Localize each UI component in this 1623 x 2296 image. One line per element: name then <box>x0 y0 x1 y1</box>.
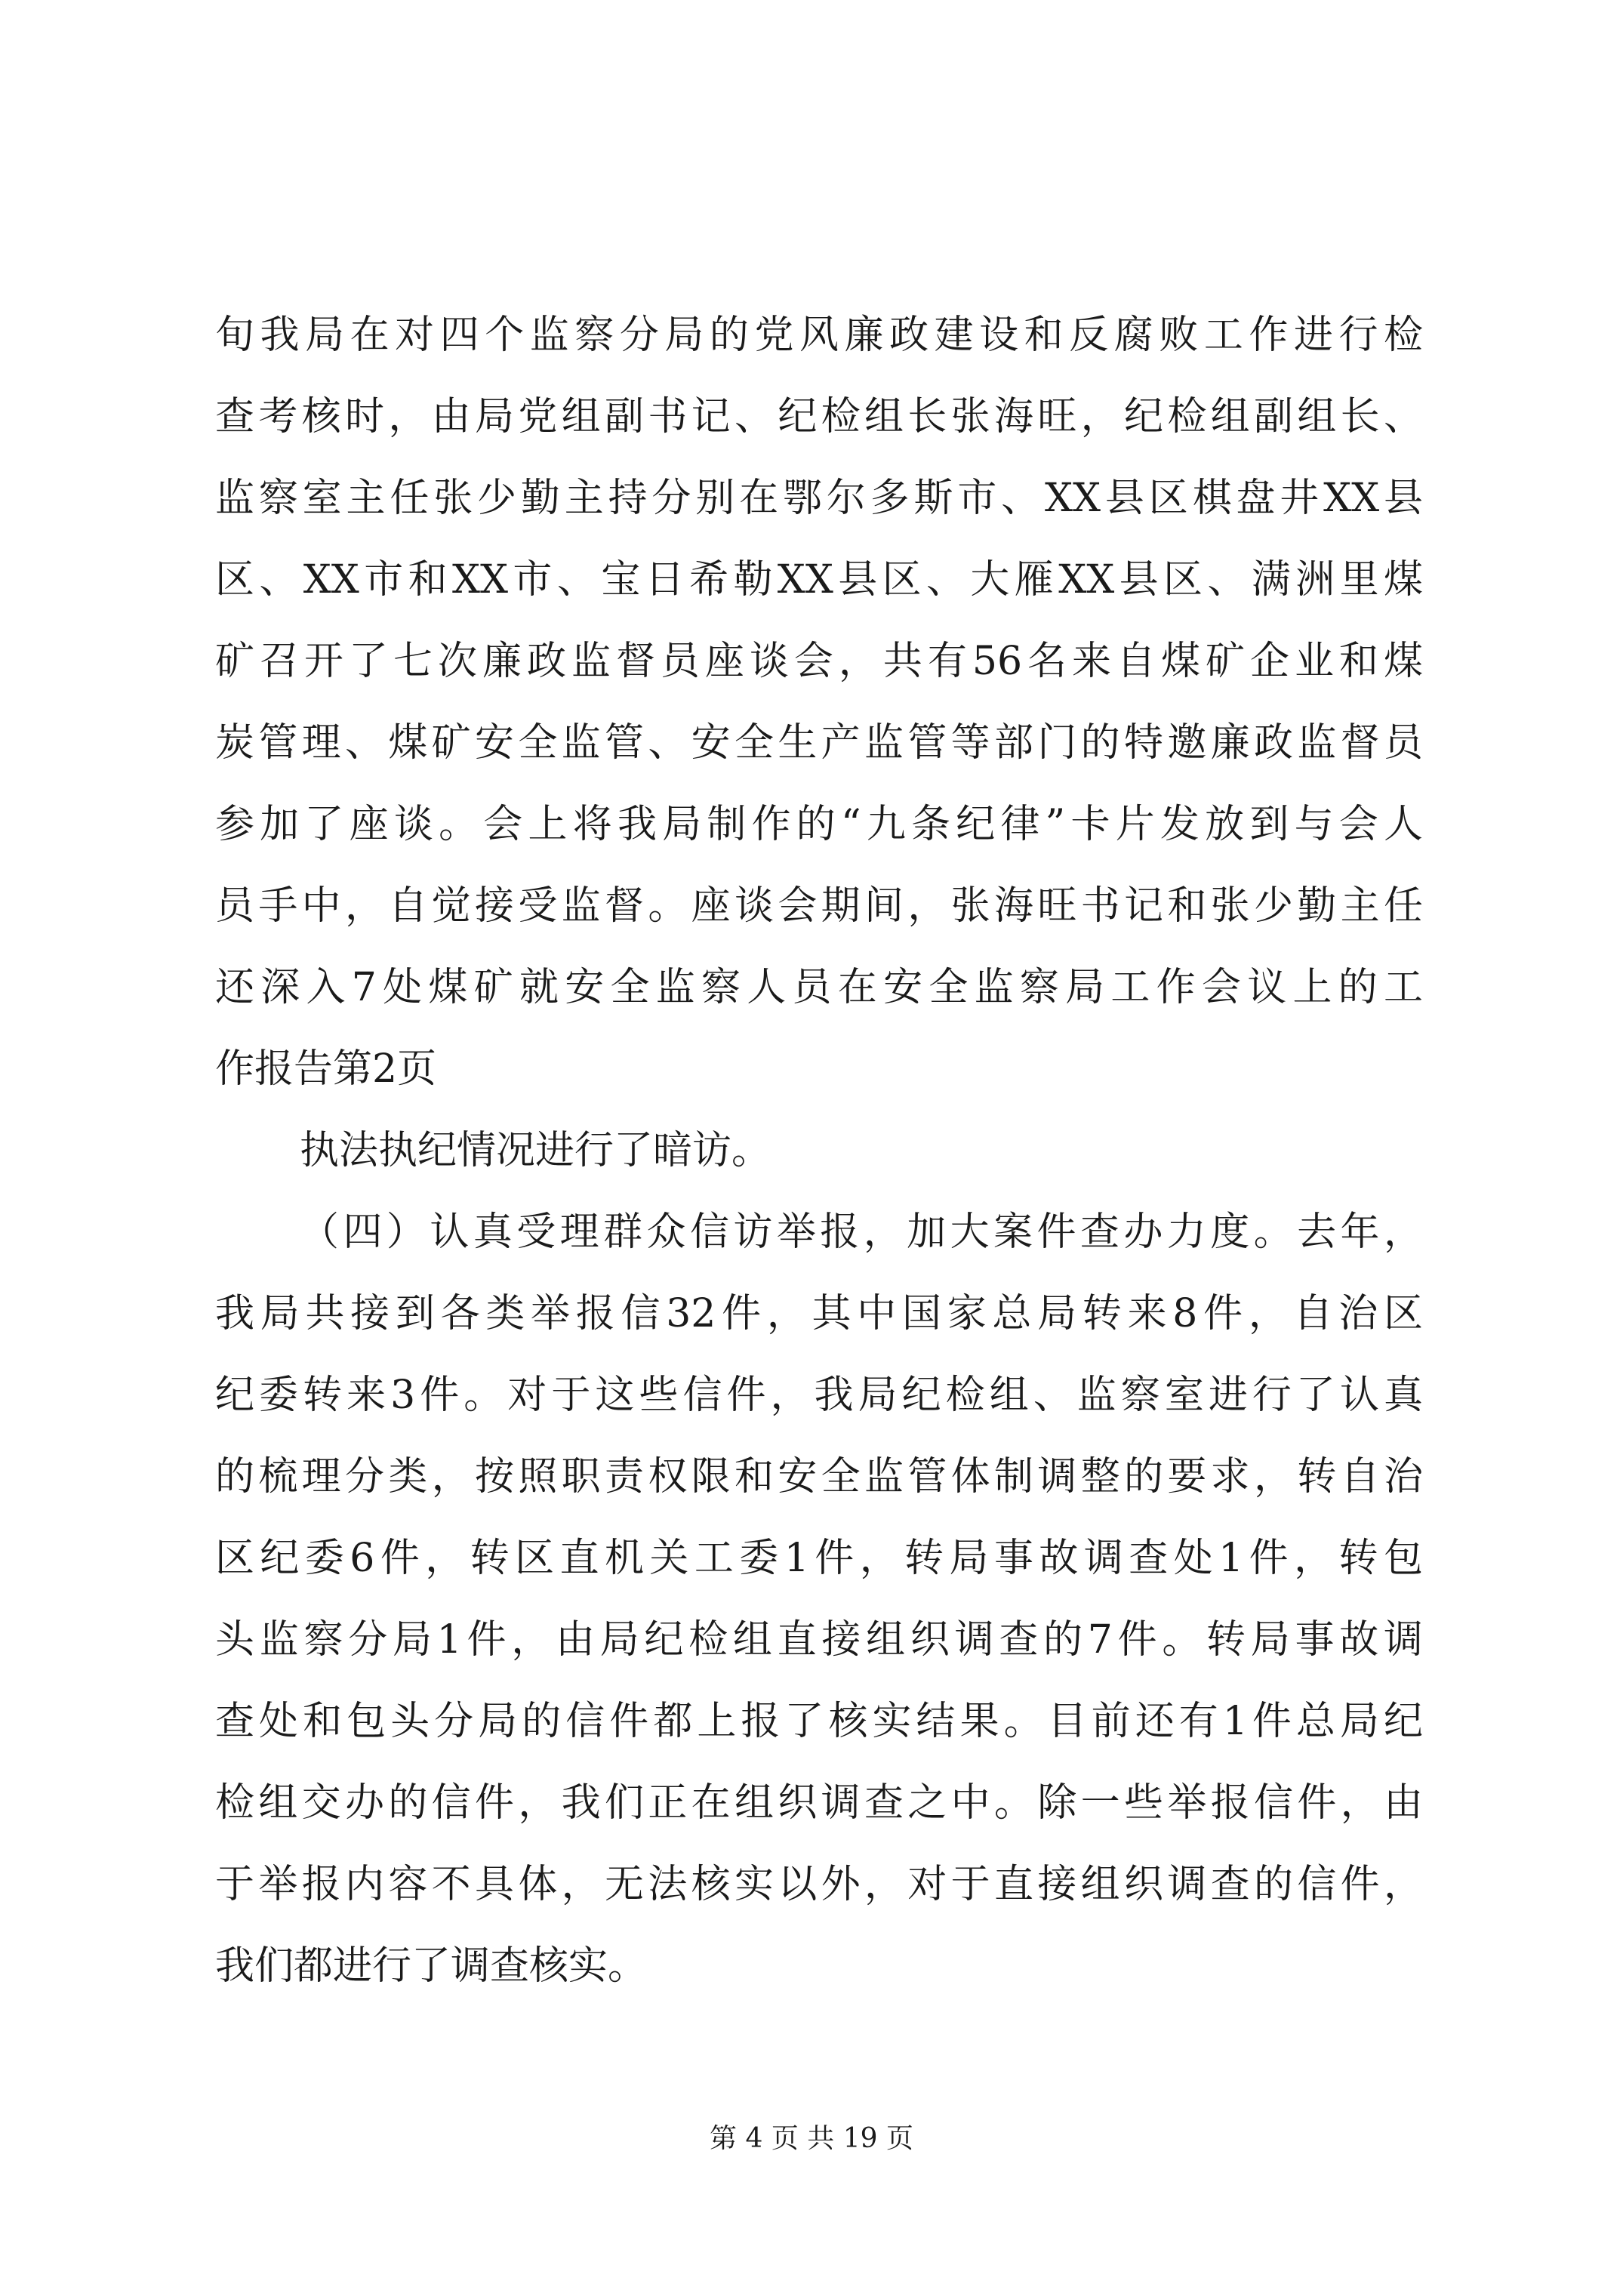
text-line: 矿召开了七次廉政监督员座谈会，共有56名来自煤矿企业和煤 <box>215 639 1423 684</box>
text-line: 区纪委6件，转区直机关工委1件，转局事故调查处1件，转包 <box>215 1536 1423 1581</box>
text-line: 区、XX市和XX市、宝日希勒XX县区、大雁XX县区、满洲里煤 <box>215 557 1423 603</box>
text-line: 员手中，自觉接受监督。座谈会期间，张海旺书记和张少勤主任 <box>215 883 1423 929</box>
text-line: 旬我局在对四个监察分局的党风廉政建设和反腐败工作进行检 <box>215 313 1423 358</box>
text-line: 参加了座谈。会上将我局制作的“九条纪律”卡片发放到与会人 <box>215 802 1423 847</box>
text-line: 作报告第2页 <box>215 1046 437 1092</box>
page-number-footer: 第 4 页 共 19 页 <box>710 2123 913 2154</box>
body-text <box>215 294 1423 2007</box>
text-line: 头监察分局1件，由局纪检组直接组织调查的7件。转局事故调 <box>215 1617 1423 1663</box>
text-line: 监察室主任张少勤主持分别在鄂尔多斯市、XX县区棋盘井XX县 <box>215 476 1423 521</box>
text-line: 于举报内容不具体，无法核实以外，对于直接组织调查的信件， <box>215 1862 1423 1907</box>
text-line: 执法执纪情况进行了暗访。 <box>300 1128 771 1173</box>
text-line: 还深入7处煤矿就安全监察人员在安全监察局工作会议上的工 <box>215 965 1423 1010</box>
text-line: 炭管理、煤矿安全监管、安全生产监管等部门的特邀廉政监督员 <box>215 720 1423 766</box>
text-line: 查考核时，由局党组副书记、纪检组长张海旺，纪检组副组长、 <box>215 394 1423 439</box>
text-line: 我们都进行了调查核实。 <box>215 1943 648 1989</box>
text-line: 的梳理分类，按照职责权限和安全监管体制调整的要求，转自治 <box>215 1454 1423 1499</box>
text-line: 我局共接到各类举报信32件，其中国家总局转来8件，自治区 <box>215 1291 1423 1336</box>
text-line: 检组交办的信件，我们正在组织调查之中。除一些举报信件，由 <box>215 1780 1423 1826</box>
text-line: （四）认真受理群众信访举报，加大案件查办力度。去年， <box>300 1210 1423 1255</box>
text-line: 查处和包头分局的信件都上报了核实结果。目前还有1件总局纪 <box>215 1699 1423 1744</box>
text-line: 纪委转来3件。对于这些信件，我局纪检组、监察室进行了认真 <box>215 1373 1423 1418</box>
